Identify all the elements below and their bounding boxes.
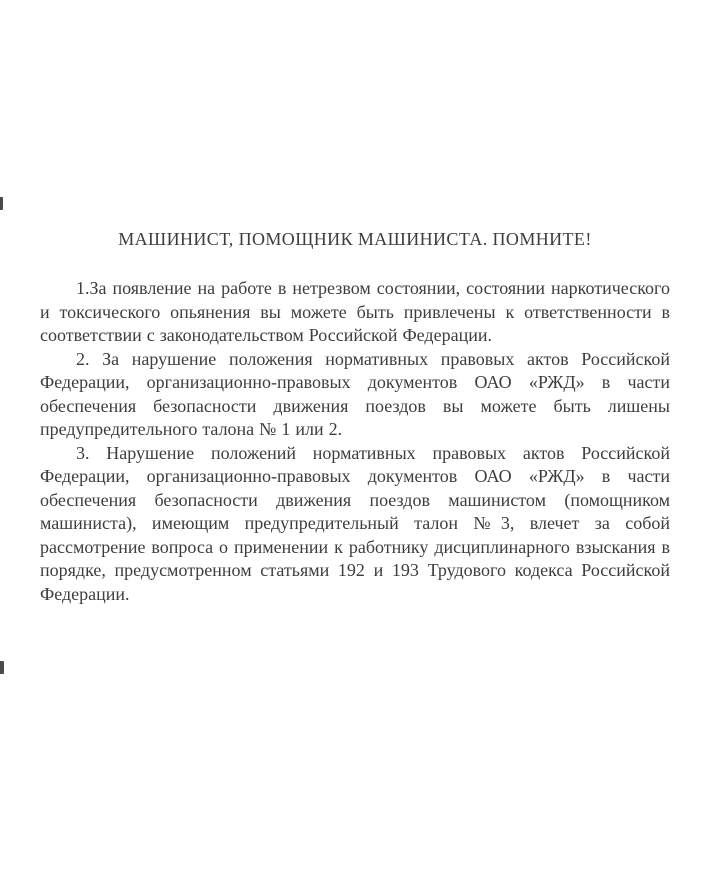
paragraph-1: 1.За появление на работе в нетрезвом состоянии, состоянии наркотического и токсического опьянения вы можете быть привлечены к ответственности в соответствии с законодательством Российской Федерации. — [40, 278, 670, 345]
scan-artifact-mark-top — [0, 197, 3, 210]
paragraph-2: 2. За нарушение положения нормативных правовых актов Российской Федерации, организационно-правовых документов ОАО «РЖД» в части обеспечения безопасности движения поездов вы можете быть лишены предупредительного талона № 1 или 2. — [40, 348, 670, 439]
document-content — [40, 227, 670, 606]
scan-artifact-mark-bottom — [0, 661, 4, 674]
page-title: МАШИНИСТ, ПОМОЩНИК МАШИНИСТА. ПОМНИТЕ! — [118, 229, 592, 249]
paragraph-3: 3. Нарушение положений нормативных правовых актов Российской Федерации, организационно-правовых документов ОАО «РЖД» в части обеспечения безопасности движения поездов машинистом (помощником машиниста), имеющим предупредительный талон №3, влечет за собой рассмотрение вопроса о применении к работнику дисциплинарного взыскания в порядке, предусмотренном статьями 192 и 193 Трудового кодекса Российской Федерации. — [40, 442, 670, 604]
